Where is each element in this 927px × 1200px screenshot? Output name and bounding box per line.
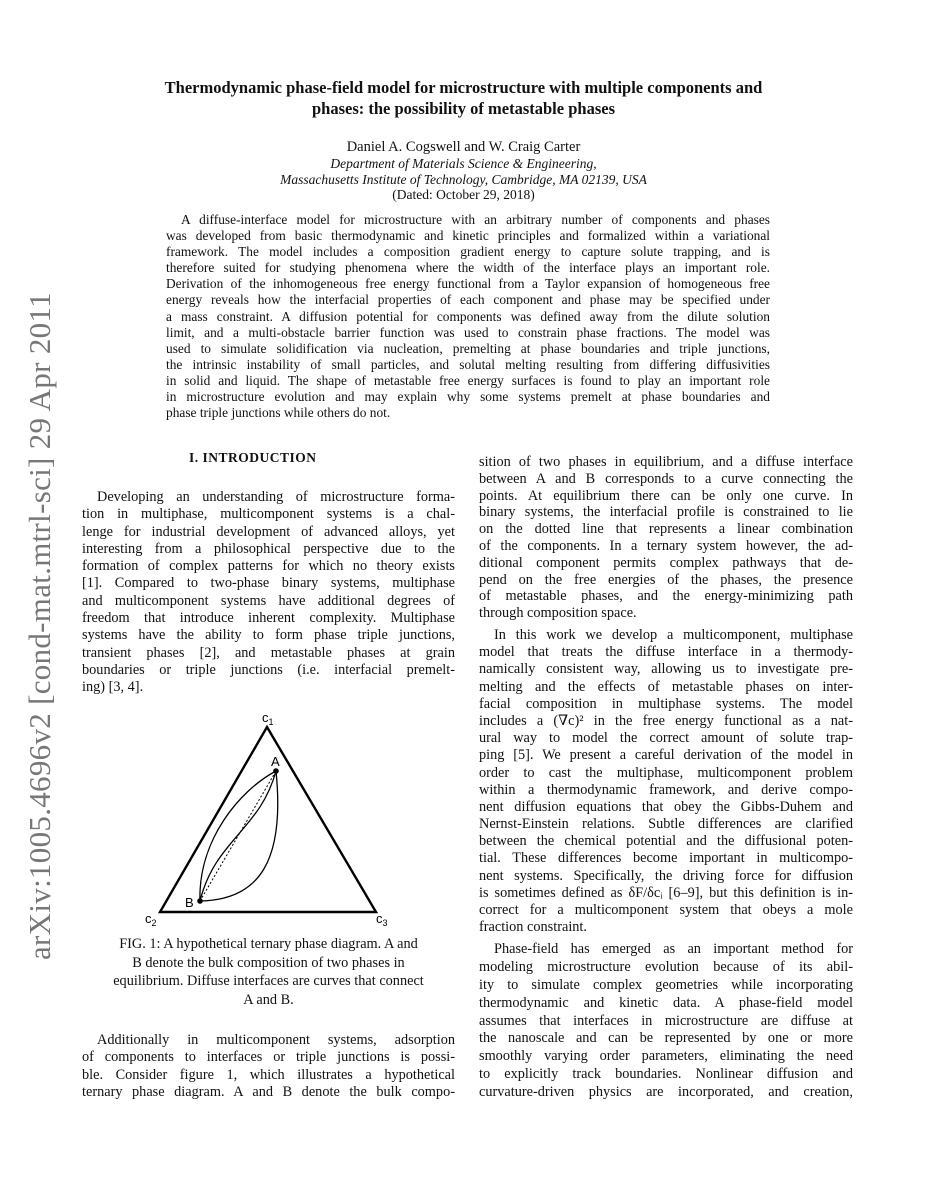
text-line: limit, and a multi-obstacle barrier function was used to constrain phase fractions. The model was [166, 324, 770, 340]
text-line: ural way to model the correct amount of solute trap- [479, 730, 853, 747]
text-line: In this work we develop a multicomponent, multiphase [494, 627, 853, 643]
right-paragraph-2 [479, 627, 853, 936]
text-line: ing) [3, 4]. [82, 679, 144, 696]
section-heading-introduction: I. INTRODUCTION [189, 450, 317, 465]
text-line: in microstructure evolution and may explain why some systems premelt at phase boundaries and [166, 389, 770, 405]
text-line: model that treats the diffuse interface in a thermody- [479, 644, 853, 661]
text-line: was developed from basic thermodynamic and kinetic principles and formalized within a variational [166, 228, 770, 244]
text-line: tion in multiphase, multicomponent systems is a chal- [82, 506, 455, 523]
text-line: energy reveals how the interfacial properties of each component and phase may be specified under [166, 292, 770, 308]
text-line: of metastable phases, and the energy-minimizing path [479, 588, 853, 605]
text-line: ping [5]. We present a careful derivation of the model in [479, 747, 853, 764]
text-line: transient phases [2], and metastable phases at grain [82, 644, 455, 661]
text-line: thermodynamic and kinetic data. A phase-field model [479, 994, 853, 1011]
text-line: between the chemical potential and the diffusional poten- [479, 833, 853, 850]
text-line: fraction constraint. [479, 919, 587, 936]
affiliation-institution: Massachusetts Institute of Technology, Cambridge, MA 02139, USA [280, 172, 647, 187]
text-line: formation of complex patterns for which no theory exists [82, 558, 455, 575]
text-line: modeling microstructure evolution because of its abil- [479, 958, 853, 975]
text-line: smoothly varying order parameters, eliminating the need [479, 1048, 853, 1065]
text-line: Phase-field has emerged as an important method for [494, 941, 853, 957]
interface-curve-outer-left [200, 771, 276, 901]
text-line: binary systems, the interfacial profile is constrained to lie [479, 504, 853, 521]
text-line: lenge for industrial development of advanced alloys, yet [82, 523, 455, 540]
text-line: includes a (∇c)² in the free energy functional as a nat- [479, 712, 853, 729]
text-line: FIG. 1: A hypothetical ternary phase diagram. A and [119, 936, 418, 952]
text-line: boundaries or triple junctions (i.e. interfacial premelt- [82, 661, 455, 678]
text-line: points. At equilibrium there can be only one curve. In [479, 487, 853, 504]
text-line: facial composition in multiphase systems. The model [479, 695, 853, 712]
text-line: sition of two phases in equilibrium, and a diffuse interface [479, 454, 853, 470]
intro-paragraph-2 [82, 1032, 455, 1101]
text-line: in solid and liquid. The shape of metastable free energy surfaces is found to play an important role [166, 372, 770, 388]
text-line: tial. These differences become important in multicompo- [479, 850, 853, 867]
text-line: of components to interfaces or triple junctions is possi- [82, 1049, 455, 1066]
text-line: through composition space. [479, 605, 637, 622]
text-line: A and B. [243, 991, 294, 1008]
linear-combination-dotted-line [200, 771, 276, 901]
right-paragraph-3 [479, 941, 853, 1102]
interface-curve-right [200, 771, 278, 901]
text-line: pend on the free energies of the phases, the presence [479, 571, 853, 588]
text-line: Developing an understanding of microstructure forma- [97, 489, 455, 505]
text-line: B denote the bulk composition of two phases in [132, 954, 405, 971]
text-line: between A and B corresponds to a curve connecting the [479, 470, 853, 487]
text-line: curvature-driven physics are incorporated, and creation, [479, 1084, 853, 1101]
text-line: the nanoscale and can be represented by one or more [479, 1030, 853, 1047]
text-line: of the components. In a ternary system however, the ad- [479, 537, 853, 554]
label-c2: $c_2$ [145, 911, 157, 928]
text-line: equilibrium. Diffuse interfaces are curves that connect [113, 973, 424, 989]
text-line: framework. The model includes a composition gradient energy to capture solute trapping, and is [166, 244, 770, 260]
ternary-phase-diagram [130, 705, 410, 930]
text-line: therefore suited for studying phenomena where the width of the interface plays an important role. [166, 260, 770, 276]
date: (Dated: October 29, 2018) [392, 187, 535, 202]
label-c3: $c_3$ [376, 911, 388, 928]
intro-paragraph-1 [82, 489, 455, 697]
label-c1: $c_1$ [262, 710, 274, 727]
text-line: to explicitly track boundaries. Nonlinear diffusion and [479, 1066, 853, 1083]
text-line: order to cast the multiphase, multicomponent problem [479, 764, 853, 781]
interface-curve-inner [200, 771, 276, 901]
figure-caption [82, 935, 455, 1009]
text-line: used to simulate solidification via nucleation, premelting at phase boundaries and triple junctions, [166, 340, 770, 356]
text-line: A diffuse-interface model for microstructure with an arbitrary number of components and phases [181, 212, 770, 227]
text-line: systems have the ability to form phase triple junctions, [82, 627, 455, 644]
text-line: within a thermodynamic framework, and derive compo- [479, 781, 853, 798]
text-line: Derivation of the inhomogeneous free energy functional from a Taylor expansion of homogeneous free [166, 276, 770, 292]
paper-title-line-2: phases: the possibility of metastable phases [312, 99, 615, 118]
text-line: melting and the effects of metastable phases on inter- [479, 678, 853, 695]
arxiv-identifier: arXiv:1005.4696v2 [cond-mat.mtrl-sci] 29 Apr 2011 [22, 292, 57, 960]
text-line: ity to simulate complex geometries while incorporating [479, 976, 853, 993]
text-line: correct for a multicomponent system that obeys a mole [479, 902, 853, 918]
paper-title-line-1: Thermodynamic phase-field model for microstructure with multiple components and [164, 78, 763, 97]
text-line: namically consistent way, allowing us to investigate pre- [479, 661, 853, 678]
authors: Daniel A. Cogswell and W. Craig Carter [346, 139, 581, 155]
text-line: is sometimes defined as δF/δcᵢ [6–9], but this definition is in- [479, 884, 853, 901]
right-paragraph-1 [479, 454, 853, 622]
text-line: assumes that interfaces in microstructure are diffuse at [479, 1012, 853, 1029]
point-a-marker [273, 768, 279, 774]
abstract [166, 212, 770, 421]
text-line: on the dotted line that represents a linear combination [479, 521, 853, 538]
text-line: Additionally in multicomponent systems, adsorption [97, 1032, 455, 1048]
ternary-triangle [160, 727, 376, 912]
label-b: B [185, 895, 194, 910]
text-line: Nernst-Einstein relations. Subtle differences are clarified [479, 816, 853, 833]
label-a: A [271, 754, 280, 769]
text-line: ble. Consider figure 1, which illustrates a hypothetical [82, 1066, 455, 1083]
text-line: nent diffusion equations that obey the Gibbs-Duhem and [479, 798, 853, 815]
point-b-marker [197, 898, 203, 904]
text-line: ditional component permits complex pathways that de- [479, 554, 853, 571]
text-line: [1]. Compared to two-phase binary systems, multiphase [82, 575, 455, 592]
text-line: ternary phase diagram. A and B denote the bulk compo- [82, 1083, 455, 1100]
text-line: the intrinsic instability of small particles, and solutal melting resulting from differing diffusivities [166, 356, 770, 372]
text-line: nent systems. Specifically, the driving force for diffusion [479, 867, 853, 884]
affiliation-department: Department of Materials Science & Engineering, [330, 156, 597, 171]
text-line: phase triple junctions while others do not. [166, 405, 391, 421]
text-line: and multicomponent systems have additional degrees of [82, 592, 455, 609]
text-line: a mass constraint. A diffusion potential for components was defined away from the dilute solution [166, 308, 770, 324]
text-line: freedom that introduce inherent complexity. Multiphase [82, 610, 455, 627]
text-line: interesting from a philosophical perspective due to the [82, 540, 455, 557]
